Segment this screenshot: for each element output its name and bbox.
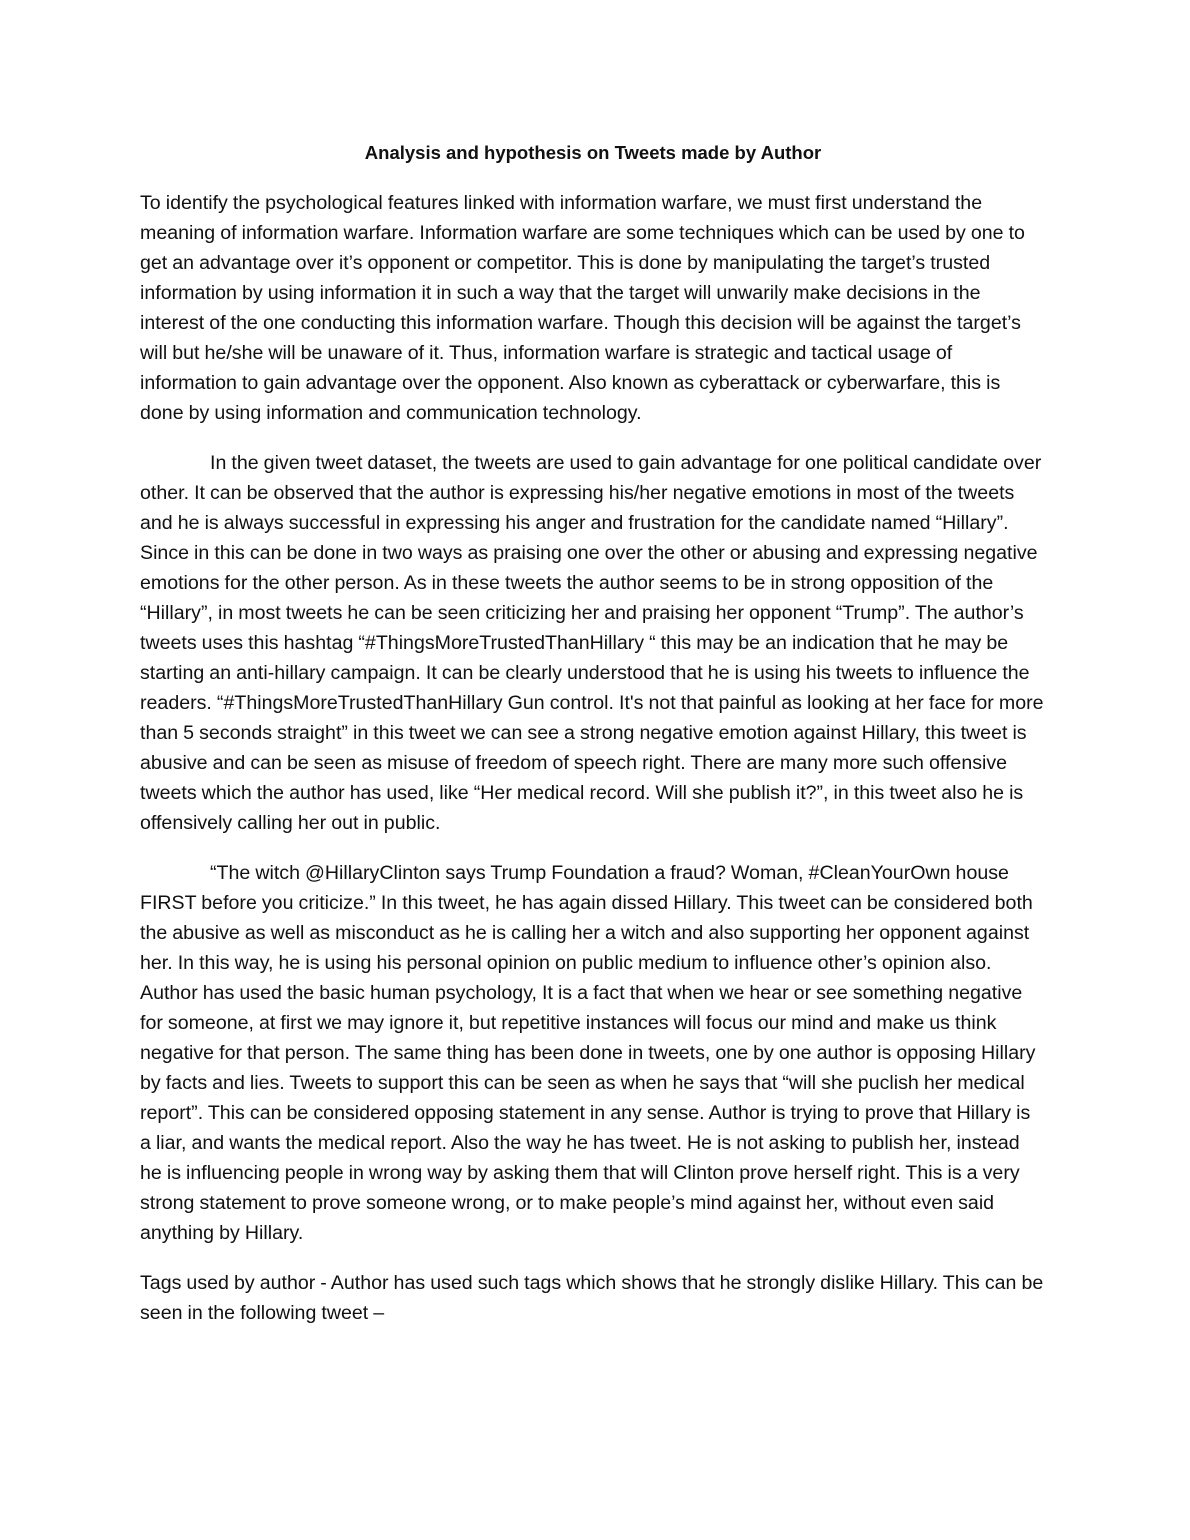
paragraph-tweet-dataset: In the given tweet dataset, the tweets are used to gain advantage for one political candidate over other. It can be observed that the author is expressing his/her negative emotions in most of the tweets and he is always successful in expressing his anger and frustration for the candidate named “Hillary”. Since in this can be done in two ways as praising one over the other or abusing and expressing negative emotions for the other person. As in these tweets the author seems to be in strong opposition of the “Hillary”, in most tweets he can be seen criticizing her and praising her opponent “Trump”. The author’s tweets uses this hashtag “#ThingsMoreTrustedThanHillary “ this may be an indication that he may be starting an anti-hillary campaign. It can be clearly understood that he is using his tweets to influence the readers. “#ThingsMoreTrustedThanHillary Gun control. It's not that painful as looking at her face for more than 5 seconds straight” in this tweet we can see a strong negative emotion against Hillary, this tweet is abusive and can be seen as misuse of freedom of speech right. There are many more such offensive tweets which the author has used, like “Her medical record. Will she publish it?”, in this tweet also he is offensively calling her out in public. [140, 452, 1044, 834]
paragraph-intro: To identify the psychological features linked with information warfare, we must first understand the meaning of information warfare. Information warfare are some techniques which can be used by one to get an advantage over it’s opponent or competitor. This is done by manipulating the target’s trusted information by using information it in such a way that the target will unwarily make decisions in the interest of the one conducting this information warfare. Though this decision will be against the target’s will but he/she will be unaware of it. Thus, information warfare is strategic and tactical usage of information to gain advantage over the opponent. Also known as cyberattack or cyberwarfare, this is done by using information and communication technology. [140, 192, 1025, 424]
document-page [140, 138, 1046, 1348]
paragraph-witch-tweet: “The witch @HillaryClinton says Trump Foundation a fraud? Woman, #CleanYourOwn house FIRST before you criticize.” In this tweet, he has again dissed Hillary. This tweet can be considered both the abusive as well as misconduct as he is calling her a witch and also supporting her opponent against her. In this way, he is using his personal opinion on public medium to influence other’s opinion also. Author has used the basic human psychology, It is a fact that when we hear or see something negative for someone, at first we may ignore it, but repetitive instances will focus our mind and make us think negative for that person. The same thing has been done in tweets, one by one author is opposing Hillary by facts and lies. Tweets to support this can be seen as when he says that “will she puclish her medical report”. This can be considered opposing statement in any sense. Author is trying to prove that Hillary is a liar, and wants the medical report. Also the way he has tweet. He is not asking to publish her, instead he is influencing people in wrong way by asking them that will Clinton prove herself right. This is a very strong statement to prove someone wrong, or to make people’s mind against her, without even said anything by Hillary. [140, 862, 1036, 1244]
document-title: Analysis and hypothesis on Tweets made by Author [364, 142, 822, 163]
paragraph-tags: Tags used by author - Author has used such tags which shows that he strongly dislike Hillary. This can be seen in the following tweet – [140, 1272, 1044, 1324]
